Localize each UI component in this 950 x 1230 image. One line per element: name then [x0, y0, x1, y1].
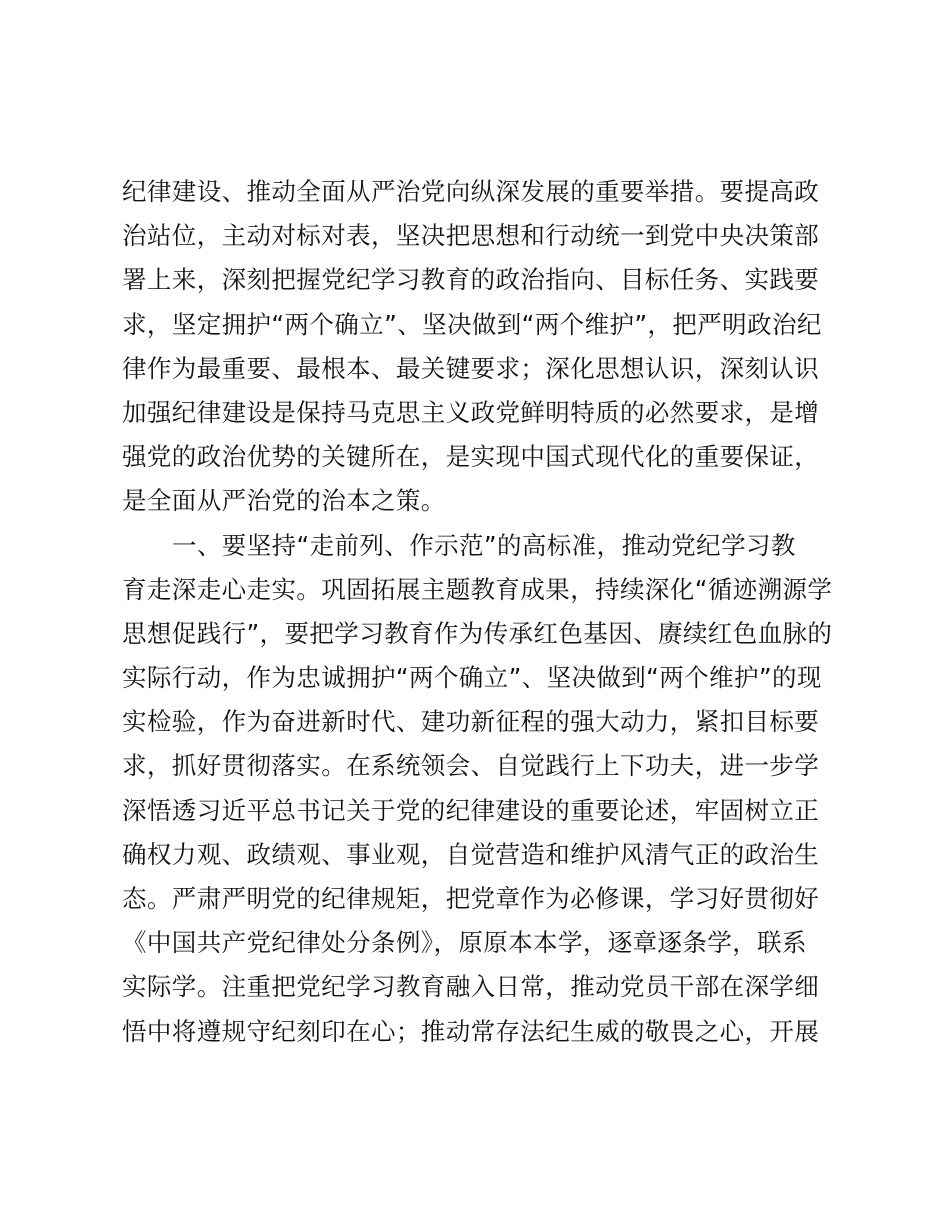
text-line: 治站位，主动对标对表，坚决把思想和行动统一到党中央决策部: [122, 221, 820, 251]
text-line: 求，抓好贯彻落实。在系统领会、自觉践行上下功夫，进一步学: [122, 751, 820, 781]
paragraph-1: [122, 170, 834, 524]
text-line: 深悟透习近平总书记关于党的纪律建设的重要论述，牢固树立正: [122, 795, 820, 825]
body-text: [122, 170, 834, 1054]
text-line: 署上来，深刻把握党纪学习教育的政治指向、目标任务、实践要: [122, 265, 820, 295]
text-line: 求，坚定拥护“两个确立”、坚决做到“两个维护”，把严明政治纪: [122, 309, 822, 339]
text-line: 实际行动，作为忠诚拥护“两个确立”、坚决做到“两个维护”的现: [122, 663, 822, 693]
text-line: 育走深走心走实。巩固拓展主题教育成果，持续深化“循迹溯源学: [122, 574, 833, 604]
text-line: 加强纪律建设是保持马克思主义政党鲜明特质的必然要求，是增: [122, 397, 820, 427]
paragraph-2: [122, 524, 834, 1054]
text-line: 强党的政治优势的关键所在，是实现中国式现代化的重要保证，: [122, 442, 820, 472]
text-line: 纪律建设、推动全面从严治党向纵深发展的重要举措。要提高政: [122, 177, 820, 206]
text-line: 确权力观、政绩观、事业观，自觉营造和维护风清气正的政治生: [122, 839, 820, 869]
text-line: 态。严肃严明党的纪律规矩，把党章作为必修课，学习好贯彻好: [122, 884, 820, 913]
text-line-indented: 一、要坚持“走前列、作示范”的高标准，推动党纪学习教: [172, 530, 796, 560]
text-line: 是全面从严治党的治本之策。: [122, 486, 446, 516]
text-line: 实检验，作为奋进新时代、建功新征程的强大动力，紧扣目标要: [122, 707, 820, 737]
text-line: 《中国共产党纪律处分条例》，原原本本学，逐章逐条学，联系: [122, 928, 807, 958]
text-line: 实际学。注重把党纪学习教育融入日常，推动党员干部在深学细: [122, 972, 820, 1002]
text-line: 悟中将遵规守纪刻印在心；推动常存法纪生威的敬畏之心，开展: [122, 1016, 820, 1046]
text-line: 律作为最重要、最根本、最关键要求；深化思想认识，深刻认识: [122, 353, 820, 383]
text-line: 思想促践行”，要把学习教育作为传承红色基因、赓续红色血脉的: [122, 618, 833, 648]
